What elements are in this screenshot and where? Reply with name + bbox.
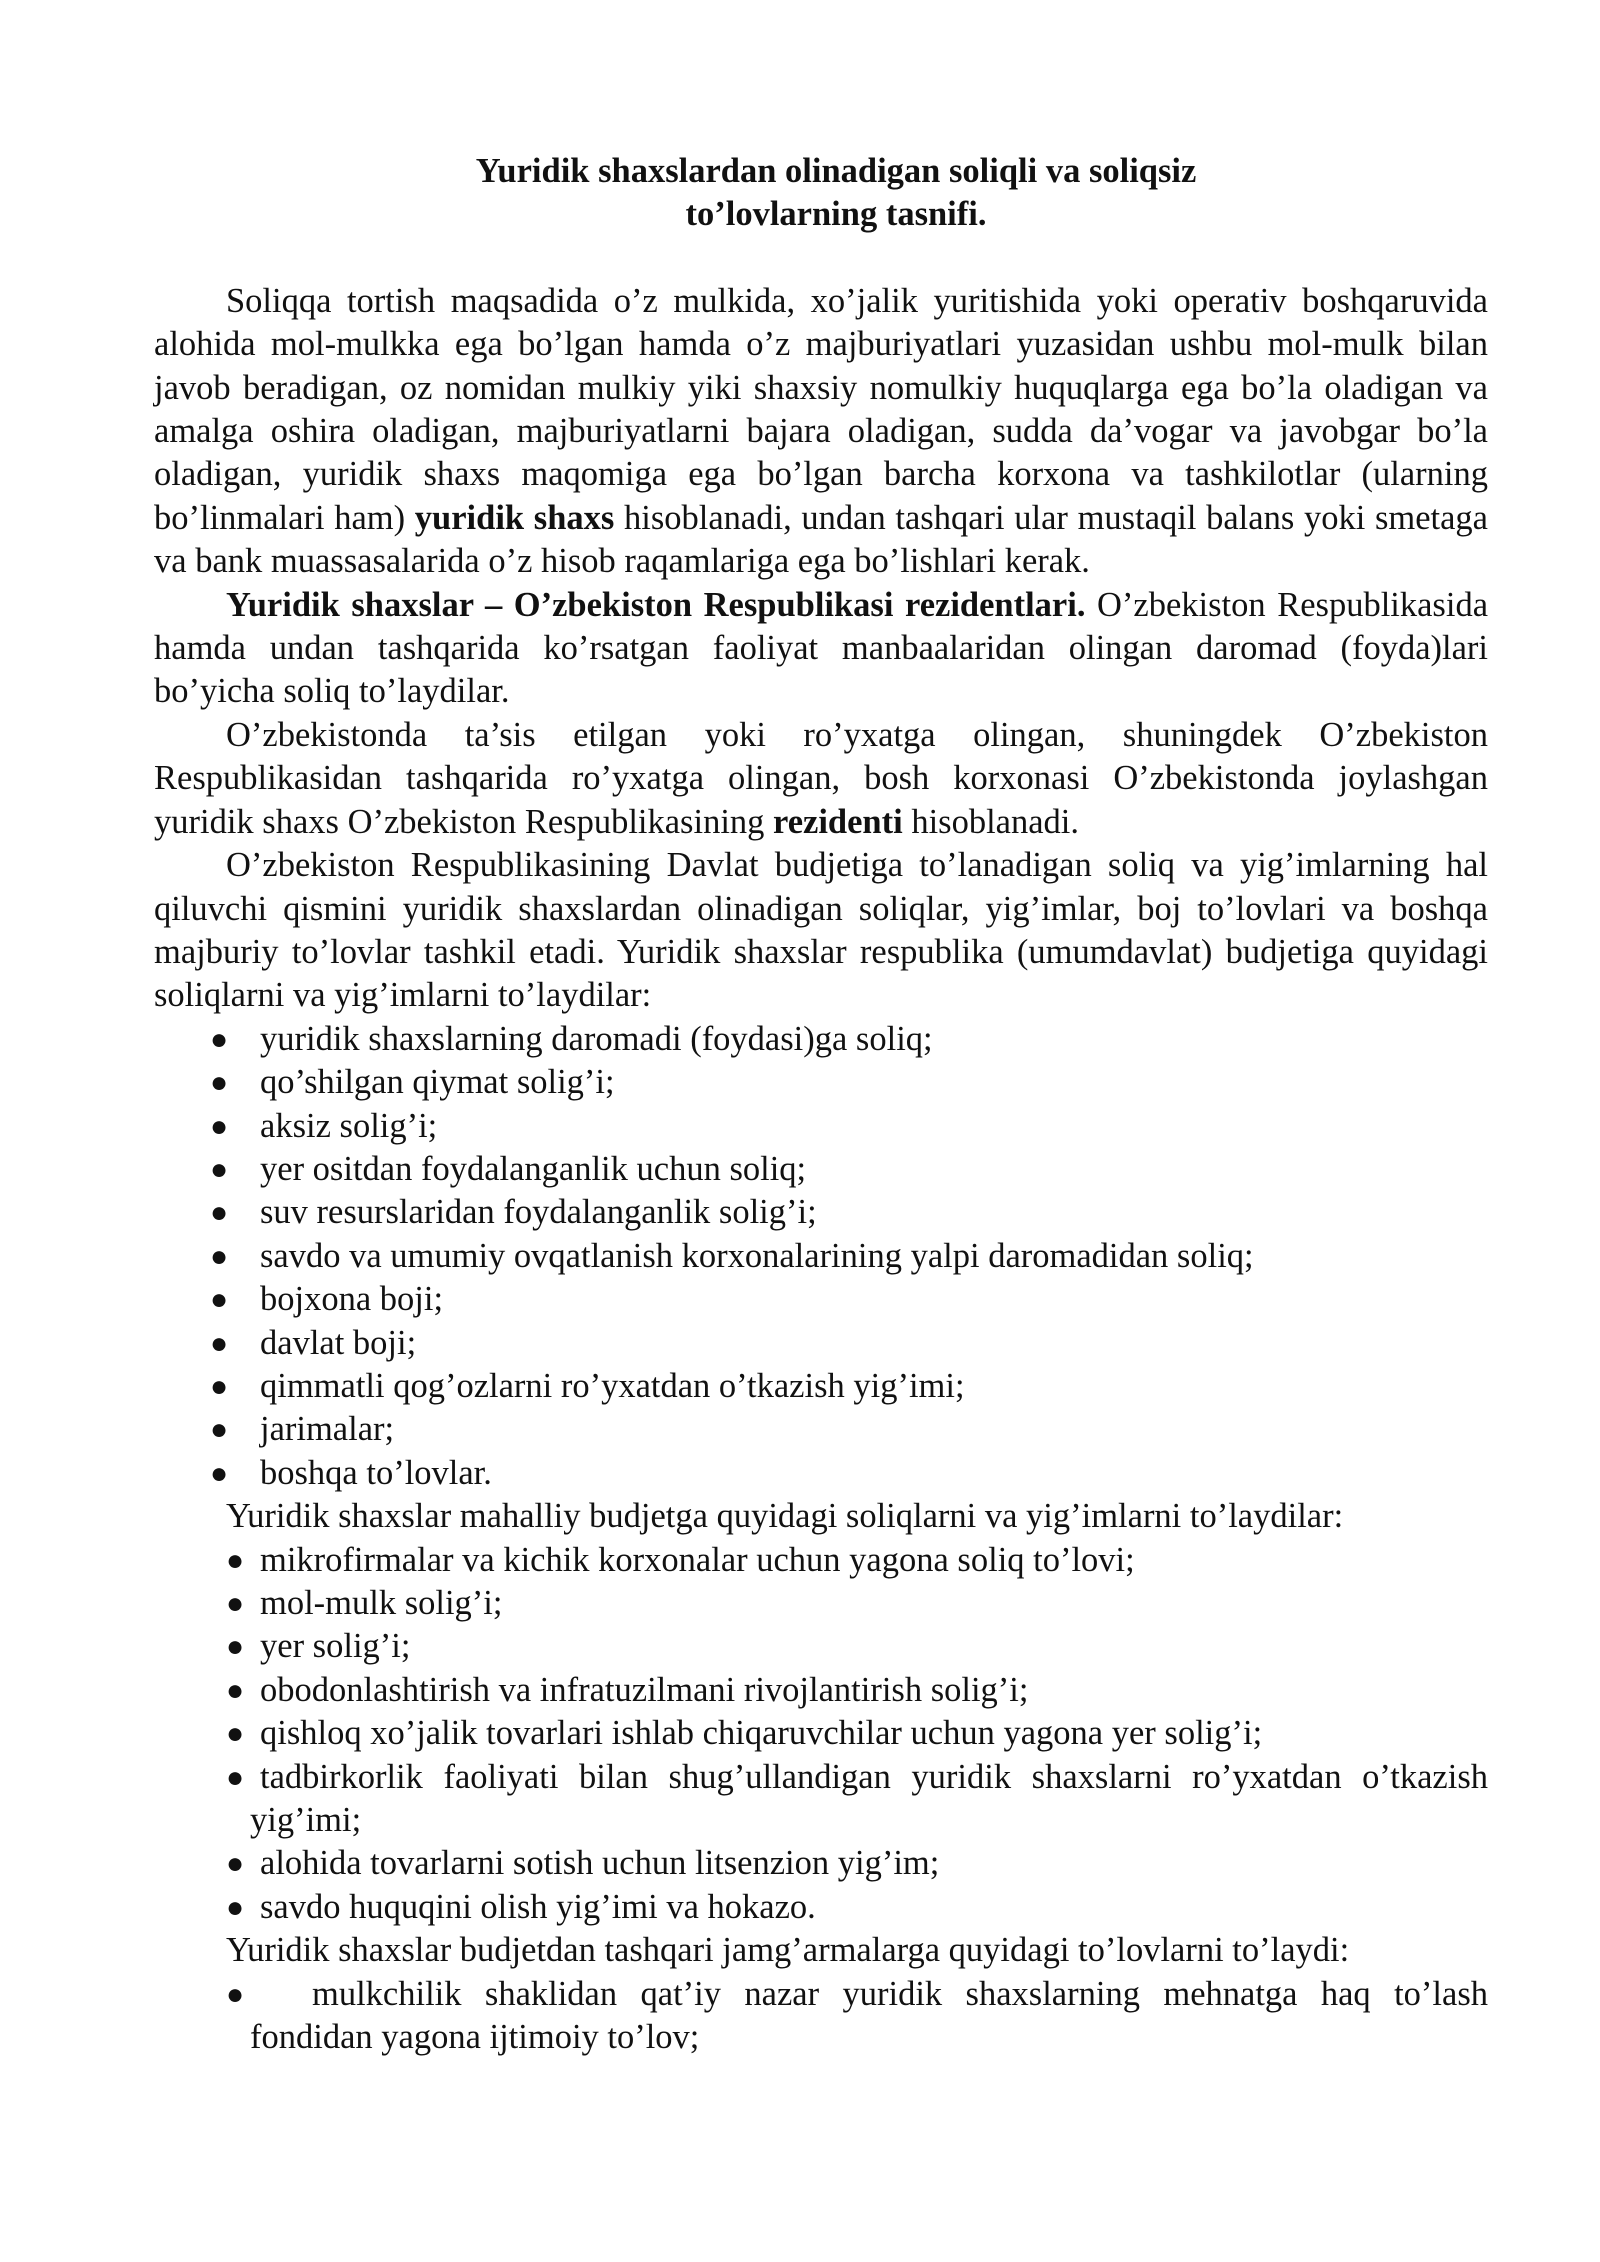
list-item [154,1365,1488,1408]
bullet-icon: ● [210,1152,229,1186]
list-item-text: mulkchilik shaklidan qat’iy nazar yuridik shaxslarning mehnatga haq to’lash fondidan yagona ijtimoiy to’lov; [250,1974,1488,2057]
list-item [154,1452,1488,1495]
list-item [154,1625,1488,1668]
list-item-text: bojxona boji; [260,1280,444,1319]
list-item [154,1712,1488,1755]
bullet-icon: ● [210,1239,229,1273]
list-item [154,1322,1488,1365]
bullet-icon: ● [226,1630,245,1664]
bullet-icon: ● [210,1022,229,1056]
list-item-text: tadbirkorlik faoliyati bilan shug’ullandigan yuridik shaxslarni ro’yxatdan o’tkazish yig’imi; [250,1757,1488,1840]
bullet-icon: ● [210,1456,229,1490]
list-item [154,1105,1488,1148]
list-item [154,1148,1488,1191]
paragraph-text: O’zbekiston Respublikasida hamda undan tashqarida ko’rsatgan faoliyat manbaalaridan olingan daromad (foyda)lari bo’yicha soliq to’laydilar. [154,585,1489,711]
bullet-icon: ● [210,1326,229,1360]
paragraph-text: O’zbekistonda ta’sis etilgan yoki ro’yxatga olingan, shuningdek O’zbekiston Respublikasidan tashqarida ro’yxatga olingan, bosh korxonasi O’zbekistonda joylashgan yuridik shaxs O’zbekiston Respublikasining [154,715,1488,841]
extrabudgetary-funds-heading: Yuridik shaxslar budjetdan tashqari jamg’armalarga quyidagi to’lovlarni to’laydi: [226,1931,1350,1970]
paragraph-state-budget [154,844,1488,1018]
list-item-text: boshqa to’lovlar. [260,1453,492,1492]
bullet-icon: ● [210,1066,229,1100]
title-line-1: Yuridik shaxslardan olinadigan soliqli va soliqsiz [475,152,1197,190]
bullet-icon: ● [226,1673,245,1707]
paragraph-text: hisoblanadi. [902,802,1080,841]
paragraph-text: hisoblanadi, undan tashqari ular mustaqil balans yoki smetaga va bank muassasalarida o’z hisob raqamlariga ega bo’lishlari kerak. [154,498,1488,581]
extrabudgetary-payments-list [154,1973,1488,2060]
list-item [154,1973,1488,2060]
list-item-text: alohida tovarlarni sotish uchun litsenzion yig’im; [260,1844,940,1883]
list-item [154,1756,1488,1843]
list-item-text: yuridik shaxslarning daromadi (foydasi)ga soliq; [260,1019,933,1058]
list-item-text: savdo huquqini olish yig’imi va hokazo. [260,1887,816,1926]
bold-term: rezidenti [773,802,903,841]
bullet-icon: ● [210,1283,229,1317]
bullet-icon: ● [210,1413,229,1447]
list-item-text: qimmatli qog’ozlarni ro’yxatdan o’tkazish yig’imi; [260,1366,965,1405]
title-line-2: to’lovlarning tasnifi. [685,195,987,234]
paragraph-legal-entity-definition [154,280,1488,584]
bullet-icon: ● [226,1587,245,1620]
paragraph-text: O’zbekiston Respublikasining Davlat budjetiga to’lanadigan soliq va yig’imlarning hal qiluvchi qismini yuridik shaxslardan olinadigan soliqlar, yig’imlar, boj to’lovlari va boshqa majburiy to’lovlar tashkil etadi. Yuridik shaxslar respublika (umumdavlat) budjetiga quyidagi soliqlarni va yig’imlarni to’laydilar: [154,846,1488,1015]
list-item [154,1842,1488,1885]
paragraph-text: Soliqqa tortish maqsadida o’z mulkida, xo’jalik yuritishida yoki operativ boshqaruvida alohida mol-mulkka ega bo’lgan hamda o’z majburiyatlari yuzasidan ushbu mol-mulk bilan javob beradigan, oz nomidan mulkiy yiki shaxsiy nomulkiy huquqlarga ega bo’la oladigan va amalga oshira oladigan, majburiyatlarni bajara oladigan, sudda da’vogar va javobgar bo’la oladigan, yuridik shaxs maqomiga ega bo’lgan barcha korxona va tashkilotlar (ularning bo’linmalari ham) [154,281,1488,537]
list-item-text: mol-mulk solig’i; [260,1584,503,1622]
list-item [154,1669,1488,1712]
list-item-text: yer solig’i; [260,1627,411,1666]
local-budget-heading: Yuridik shaxslar mahalliy budjetga quyidagi soliqlarni va yig’imlarni to’laydilar: [226,1497,1344,1536]
list-item [154,1235,1488,1278]
list-item [154,1582,1488,1625]
list-item-text: suv resurslaridan foydalanganlik solig’i; [260,1193,817,1232]
bullet-icon: ● [226,1543,245,1577]
paragraph-residents [154,584,1488,714]
document-body [154,150,1488,2059]
bullet-icon: ● [226,1847,245,1881]
bold-term: Yuridik shaxslar – O’zbekiston Respublikasi rezidentlari. [226,585,1086,624]
list-item [154,1061,1488,1104]
document-title [154,150,1488,237]
list-item-text: savdo va umumiy ovqatlanish korxonalarining yalpi daromadidan soliq; [260,1236,1254,1275]
list-item-text: jarimalar; [260,1410,395,1449]
list-item-text: obodonlashtirish va infratuzilmani rivojlantirish solig’i; [260,1670,1029,1709]
bullet-icon: ● [226,1717,245,1751]
bullet-icon: ● [226,1890,245,1924]
bold-term: yuridik shaxs [414,498,615,537]
bullet-icon: ● [210,1196,229,1230]
list-item-text: qo’shilgan qiymat solig’i; [260,1063,615,1102]
list-item [154,1018,1488,1061]
list-item [154,1408,1488,1451]
list-item-text: mikrofirmalar va kichik korxonalar uchun yagona soliq to’lovi; [260,1540,1135,1579]
list-item-text: aksiz solig’i; [260,1106,438,1145]
bullet-icon: ● [226,1760,245,1794]
local-budget-taxes-list [154,1539,1488,1930]
bullet-icon: ● [210,1109,229,1143]
list-item [154,1539,1488,1582]
list-item-text: yer ositdan foydalanganlik uchun soliq; [260,1149,807,1188]
list-item [154,1278,1488,1321]
republic-budget-taxes-list [154,1018,1488,1495]
list-item [154,1886,1488,1929]
bullet-icon: ● [210,1369,229,1403]
paragraph-resident-definition [154,714,1488,844]
list-item [154,1191,1488,1234]
list-item-text: qishloq xo’jalik tovarlari ishlab chiqaruvchilar uchun yagona yer solig’i; [260,1714,1263,1753]
list-item-text: davlat boji; [260,1323,417,1362]
bullet-icon: ● [226,1977,245,2011]
